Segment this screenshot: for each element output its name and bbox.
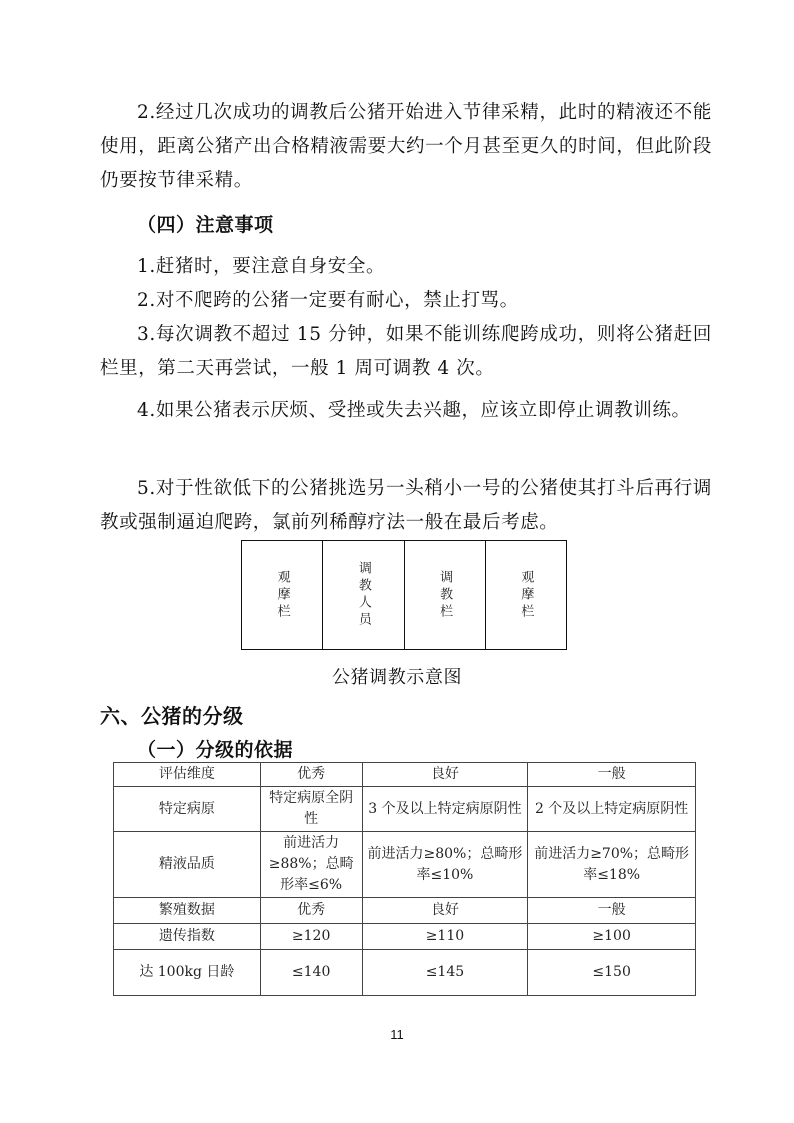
table-cell: 优秀: [260, 898, 362, 924]
table-cell: 前进活力≥70%；总畸形率≤18%: [528, 832, 696, 898]
diagram-caption: 公猪调教示意图: [331, 667, 463, 688]
page-number: 11: [390, 1027, 404, 1042]
table-header-cell: 评估维度: [114, 763, 261, 787]
table-cell: ≥120: [260, 924, 362, 950]
diagram-cell-observation-pen-right: 观摩栏: [518, 569, 534, 621]
table-cell: 遗传指数: [114, 924, 261, 950]
table-cell: 2 个及以上特定病原阴性: [528, 787, 696, 832]
boar-training-diagram: [241, 540, 567, 650]
table-cell: 精液品质: [114, 832, 261, 898]
table-cell: 一般: [528, 898, 696, 924]
section-subtitle: （一）分级的依据: [137, 739, 294, 761]
table-header-row: [114, 763, 696, 787]
table-header-cell: 优秀: [260, 763, 362, 787]
table-header-cell: 一般: [528, 763, 696, 787]
table-row: [114, 832, 696, 898]
table-cell: ≤150: [528, 950, 696, 996]
table-cell: ≤140: [260, 950, 362, 996]
table-cell: 前进活力≥80%；总畸形率≤10%: [362, 832, 528, 898]
table-cell: ≥110: [362, 924, 528, 950]
note-item-1: 1.赶猪时，要注意自身安全。: [137, 256, 386, 277]
table-row: [114, 787, 696, 832]
diagram-cell-training-pen: 调教栏: [405, 541, 486, 649]
table-cell: 前进活力≥88%；总畸形率≤6%: [260, 832, 362, 898]
table-cell: 繁殖数据: [114, 898, 261, 924]
table-cell: ≥100: [528, 924, 696, 950]
table-row: [114, 898, 696, 924]
grading-table: [113, 762, 696, 996]
table-row: [114, 950, 696, 996]
table-row: [114, 924, 696, 950]
table-cell: 达 100kg 日龄: [114, 950, 261, 996]
note-item-2: 2.对不爬跨的公猪一定要有耐心，禁止打骂。: [137, 290, 519, 311]
note-item-3: 3.每次调教不超过 15 分钟，如果不能训练爬跨成功，则将公猪赶回栏里，第二天再尝试，一般 1 周可调教 4 次。: [100, 324, 712, 379]
table-cell: 特定病原全阴性: [260, 787, 362, 832]
paragraph-semen-collection: 2.经过几次成功的调教后公猪开始进入节律采精，此时的精液还不能使用，距离公猪产出合格精液需要大约一个月甚至更久的时间，但此阶段仍要按节律采精。: [100, 102, 712, 191]
diagram-cell-observation-pen-left: 观摩栏: [242, 541, 323, 649]
table-cell: 良好: [362, 898, 528, 924]
table-cell: 3 个及以上特定病原阴性: [362, 787, 528, 832]
table-cell: ≤145: [362, 950, 528, 996]
table-header-cell: 良好: [362, 763, 528, 787]
table-cell: 特定病原: [114, 787, 261, 832]
note-item-5: 5.对于性欲低下的公猪挑选另一头稍小一号的公猪使其打斗后再行调教或强制逼迫爬跨，氯前列稀醇疗法一般在最后考虑。: [100, 478, 712, 533]
notes-heading: （四）注意事项: [137, 214, 274, 236]
diagram-cell-trainer: 调教人员: [323, 541, 404, 649]
note-item-4: 4.如果公猪表示厌烦、受挫或失去兴趣，应该立即停止调教训练。: [137, 400, 691, 421]
section-title: 六、公猪的分级: [100, 704, 244, 728]
